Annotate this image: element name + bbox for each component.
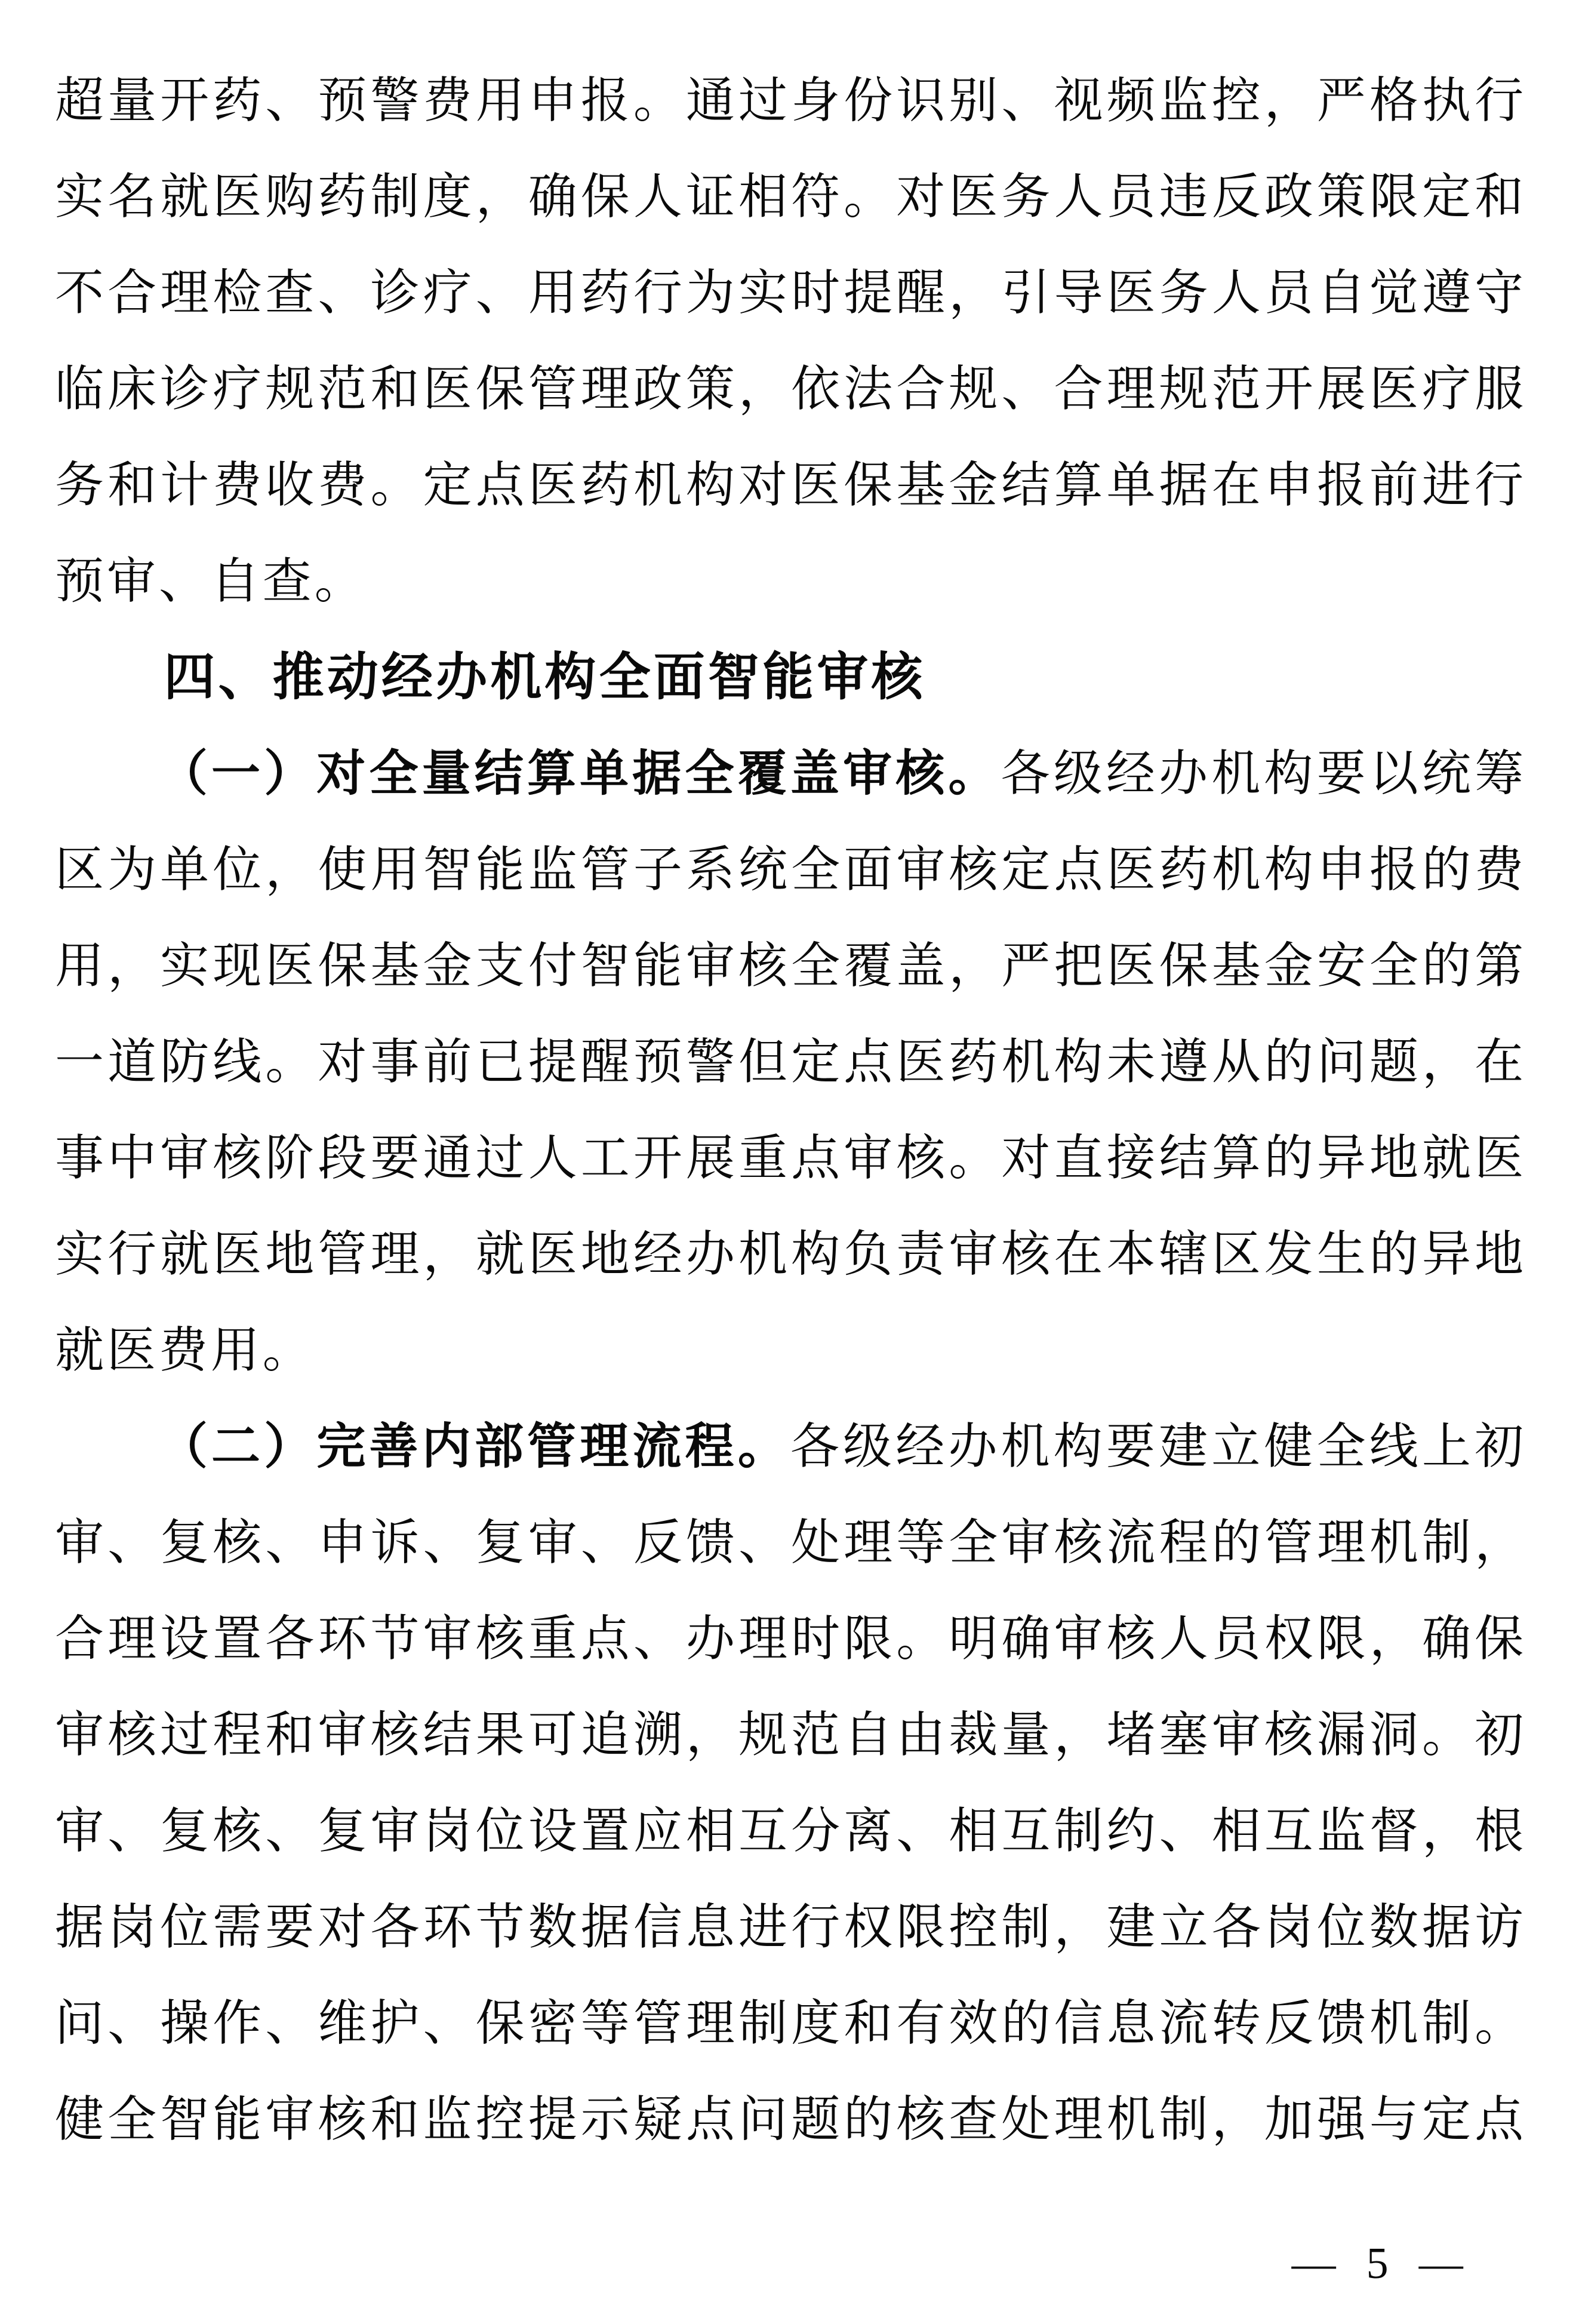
body-text: 用，实现医保基金支付智能审核全覆盖，严把医保基金安全的第	[55, 939, 1526, 993]
body-text: 不合理检查、诊疗、用药行为实时提醒，引导医务人员自觉遵守	[55, 266, 1526, 320]
text-line-paragraph-two-6	[55, 1975, 1526, 2071]
text-line-paragraph-one-3	[55, 1014, 1526, 1110]
body-text: 各级经办机构要以统筹	[1001, 746, 1526, 801]
text-line-paragraph-one-2	[55, 918, 1526, 1014]
text-line-paragraph-one-1	[55, 822, 1526, 918]
text-line-paragraph-two-1	[55, 1495, 1526, 1591]
emphasis-lead-text: （一）对全量结算单据全覆盖审核。	[158, 746, 1001, 801]
body-text: 各级经办机构要建立健全线上初	[790, 1419, 1526, 1474]
text-line-paragraph-two-5	[55, 1879, 1526, 1975]
text-line-paragraph-one-0	[55, 726, 1526, 822]
text-line-paragraph-continuation-2	[55, 245, 1526, 341]
body-text: 审、复核、申诉、复审、反馈、处理等全审核流程的管理机制，	[55, 1515, 1526, 1570]
body-text: 四、推动经办机构全面智能审核	[164, 648, 926, 706]
text-line-paragraph-continuation-4	[55, 437, 1526, 533]
body-text: 实行就医地管理，就医地经办机构负责审核在本辖区发生的异地	[55, 1227, 1526, 1281]
body-text: 区为单位，使用智能监管子系统全面审核定点医药机构申报的费	[55, 843, 1526, 897]
body-text: 超量开药、预警费用申报。通过身份识别、视频监控，严格执行	[55, 73, 1526, 128]
emphasis-lead-text: （二）完善内部管理流程。	[158, 1419, 790, 1474]
body-text: 问、操作、维护、保密等管理制度和有效的信息流转反馈机制。	[55, 1996, 1526, 2051]
text-line-paragraph-continuation-3	[55, 341, 1526, 437]
body-text: 健全智能审核和监控提示疑点问题的核查处理机制，加强与定点	[55, 2092, 1526, 2147]
body-text: 审、复核、复审岗位设置应相互分离、相互制约、相互监督，根	[55, 1804, 1526, 1858]
text-line-paragraph-continuation-1	[55, 149, 1526, 245]
body-text: 一道防线。对事前已提醒预警但定点医药机构未遵从的问题，在	[55, 1035, 1526, 1089]
page-number: — 5 —	[1291, 2239, 1473, 2288]
section-heading-section-heading-0	[55, 629, 1526, 726]
text-line-paragraph-one-5	[55, 1206, 1526, 1302]
text-line-paragraph-one-6	[55, 1302, 1526, 1398]
body-text: 据岗位需要对各环节数据信息进行权限控制，建立各岗位数据访	[55, 1900, 1526, 1954]
text-line-paragraph-two-3	[55, 1687, 1526, 1783]
body-text: 预审、自查。	[55, 554, 367, 608]
text-line-paragraph-two-0	[55, 1398, 1526, 1495]
body-text: 事中审核阶段要通过人工开展重点审核。对直接结算的异地就医	[55, 1131, 1526, 1185]
document-body	[55, 53, 1526, 2168]
body-text: 审核过程和审核结果可追溯，规范自由裁量，堵塞审核漏洞。初	[55, 1708, 1526, 1762]
text-line-paragraph-two-7	[55, 2071, 1526, 2168]
text-line-paragraph-continuation-0	[55, 53, 1526, 149]
text-line-paragraph-one-4	[55, 1110, 1526, 1206]
text-line-paragraph-two-2	[55, 1591, 1526, 1687]
body-text: 就医费用。	[55, 1323, 315, 1378]
body-text: 临床诊疗规范和医保管理政策，依法合规、合理规范开展医疗服	[55, 362, 1526, 416]
text-line-paragraph-continuation-5	[55, 533, 1526, 629]
text-line-paragraph-two-4	[55, 1783, 1526, 1879]
body-text: 合理设置各环节审核重点、办理时限。明确审核人员权限，确保	[55, 1612, 1526, 1666]
body-text: 实名就医购药制度，确保人证相符。对医务人员违反政策限定和	[55, 170, 1526, 224]
body-text: 务和计费收费。定点医药机构对医保基金结算单据在申报前进行	[55, 458, 1526, 512]
